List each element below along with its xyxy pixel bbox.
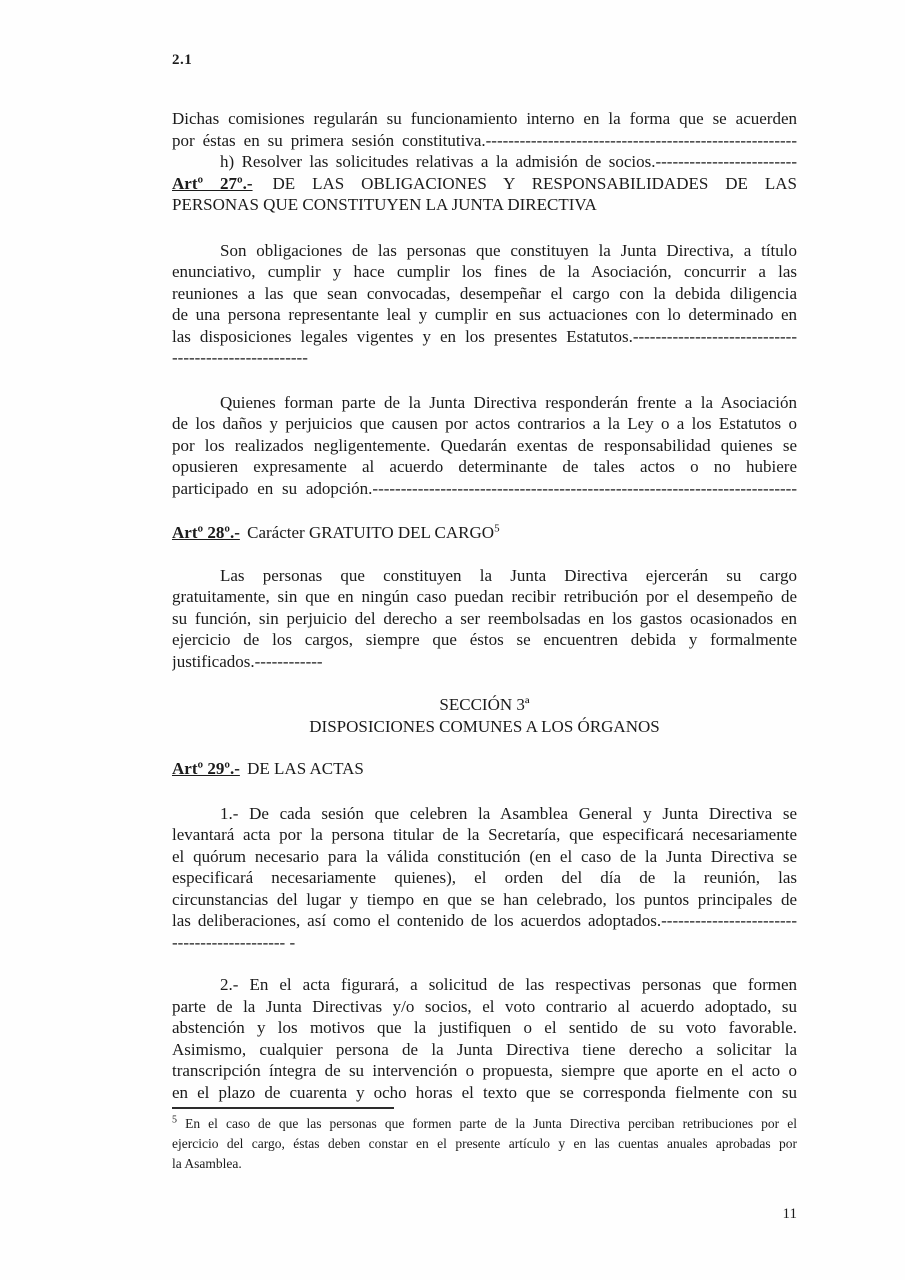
paragraph-line: transcripción íntegra de su intervención o propuesta, siempre que aporte en el acto o <box>172 1061 797 1080</box>
article-29-heading <box>172 758 797 780</box>
article-28-label: Artº 28º.- <box>172 523 240 542</box>
paragraph-line: opusieren expresamente al acuerdo determinante de tales actos o no hubiere <box>172 457 797 476</box>
section-3-title: SECCIÓN 3ª <box>439 695 530 714</box>
section-3-heading <box>172 694 797 737</box>
paragraph-line: reuniones a las que sean convocadas, desempeñar el cargo con la debida diligencia <box>172 283 797 303</box>
article-29-label: Artº 29º.- <box>172 759 240 778</box>
article-29-title: DE LAS ACTAS <box>247 759 364 778</box>
paragraph-cargo <box>172 565 797 673</box>
paragraph-line: 1.- De cada sesión que celebren la Asamblea General y Junta Directiva se <box>220 803 797 823</box>
paragraph-line: las disposiciones legales vigentes y en los presentes Estatutos.----------------------------- <box>172 326 797 346</box>
paragraph-obligaciones <box>172 240 797 369</box>
footnote-line <box>172 1114 797 1134</box>
footnote-line: ejercicio del cargo, éstas deben constar en el presente artículo y en las cuentas anuales aprobadas por <box>172 1136 797 1151</box>
paragraph-line: Las personas que constituyen la Junta Directiva ejercerán su cargo <box>220 565 797 585</box>
article-27-heading <box>172 173 797 216</box>
list-item-h: h) Resolver las solicitudes relativas a la admisión de socios.------------------------- <box>220 152 797 171</box>
footnote-separator <box>172 1107 394 1109</box>
paragraph-actas-1 <box>172 803 797 954</box>
article-27-title: DE LAS OBLIGACIONES Y RESPONSABILIDADES DE LAS <box>272 173 797 193</box>
article-28-heading-line <box>172 522 797 544</box>
paragraph-line: -------------------- - <box>172 932 296 952</box>
footnote-line: la Asamblea. <box>172 1156 242 1171</box>
page-number: 11 <box>782 1206 797 1222</box>
paragraph-line: 2.- En el acta figurará, a solicitud de las respectivas personas que formen <box>220 975 797 994</box>
article-27-heading-line2: PERSONAS QUE CONSTITUYEN LA JUNTA DIRECTIVA <box>172 195 597 214</box>
paragraph-line: justificados.------------ <box>172 651 323 671</box>
paragraph-line: levantará acta por la persona titular de la Secretaría, que especificará necesariamente <box>172 825 797 844</box>
paragraph-line: en el plazo de cuarenta y ocho horas el texto que se corresponda fielmente con su <box>172 1082 797 1102</box>
paragraph-line: el quórum necesario para la válida constitución (en el caso de la Junta Directiva se <box>172 846 797 866</box>
article-29-heading-line <box>172 758 797 780</box>
footnote-text: En el caso de que las personas que formen parte de la Junta Directiva perciban retribuciones por el <box>185 1116 797 1131</box>
paragraph-line: gratuitamente, sin que en ningún caso puedan recibir retribución por el desempeño de <box>172 587 797 606</box>
paragraph-line: de una persona representante leal y cumplir en sus actuaciones con lo determinado en <box>172 305 797 324</box>
paragraph-line: parte de la Junta Directivas y/o socios, el voto contrario al acuerdo adoptado, su <box>172 996 797 1016</box>
paragraph-line: Asimismo, cualquier persona de la Junta Directiva tiene derecho a solicitar la <box>172 1039 797 1059</box>
paragraph-line: abstención y los motivos que la justifiquen o el sentido de su voto favorable. <box>172 1018 797 1037</box>
paragraph-line: Quienes forman parte de la Junta Directiva responderán frente a la Asociación <box>220 392 797 412</box>
article-28-heading <box>172 522 797 544</box>
article-27-heading-line1 <box>172 173 797 195</box>
paragraph-line: circunstancias del lugar y tiempo en que se han celebrado, los puntos principales de <box>172 889 797 909</box>
paragraph-line: especificará necesariamente quienes), el orden del día de la reunión, las <box>172 868 797 887</box>
paragraph-quienes <box>172 392 797 500</box>
paragraph-line: su función, sin perjuicio del derecho a ser reembolsadas en los gastos ocasionados en <box>172 608 797 628</box>
paragraph-line: las deliberaciones, así como el contenido de los acuerdos adoptados.------------------------ <box>172 911 797 930</box>
article-28-title: Carácter GRATUITO DEL CARGO <box>247 523 495 542</box>
paragraph-line: Son obligaciones de las personas que constituyen la Junta Directiva, a título <box>220 240 797 260</box>
paragraph-line: enunciativo, cumplir y hace cumplir los fines de la Asociación, concurrir a las <box>172 262 797 281</box>
paragraph-line: Dichas comisiones regularán su funcionamiento interno en la forma que se acuerden <box>172 109 797 128</box>
paragraph-line: ejercicio de los cargos, siempre que éstos se encuentren debida y formalmente <box>172 630 797 649</box>
paragraph-line: por éstas en su primera sesión constitutiva.------------------------------------------------------- <box>172 130 797 150</box>
section-number: 2.1 <box>172 52 193 68</box>
footnote-marker: 5 <box>172 1114 177 1126</box>
article-27-label: Artº 27º.- <box>172 173 253 193</box>
page-body <box>172 50 797 1174</box>
intro-paragraph <box>172 108 797 173</box>
paragraph-line: participado en su adopción.--------------------------------------------------------------------------- <box>172 478 797 498</box>
paragraph-line: por los realizados negligentemente. Quedarán exentas de responsabilidad quienes se <box>172 435 797 455</box>
paragraph-actas-2 <box>172 974 797 1103</box>
paragraph-line: de los daños y perjuicios que causen por actos contrarios a la Ley o a los Estatutos o <box>172 414 797 433</box>
footnote-reference-5: 5 <box>494 522 500 535</box>
section-3-subtitle: DISPOSICIONES COMUNES A LOS ÓRGANOS <box>309 716 660 736</box>
paragraph-line: ------------------------ <box>172 348 308 367</box>
footnote <box>172 1114 797 1174</box>
